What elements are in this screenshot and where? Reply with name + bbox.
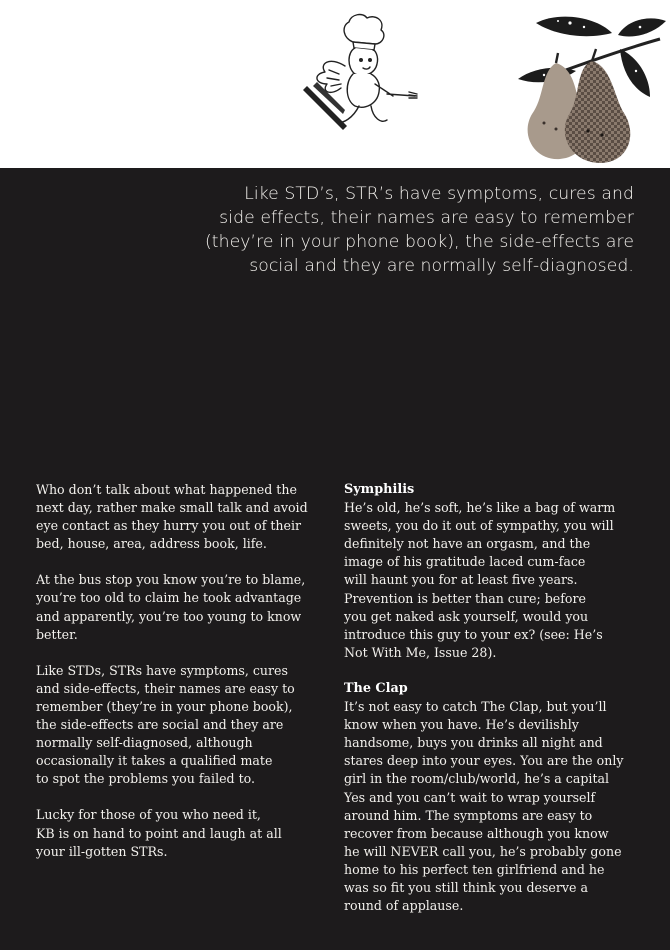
paragraph: Lucky for those of you who need it, KB is on hand to point and laugh at all your ill-gotten STRs. bbox=[36, 807, 282, 859]
section-body-clap: It’s not easy to catch The Clap, but you’ll know when you have. He’s devilishly handsome, buys you drinks all night and stares deep into your eyes. You are the only girl in the room/club/world, he’s a capital Yes and you can’t wait to wrap yourself around him. The symptoms are easy to recover from because although you know he will NEVER call you, he’s probably gone home to his perfect ten girlfriend and he was so fit you still think you deserve a round of applause. bbox=[344, 699, 624, 914]
paragraph: Like STDs, STRs have symptoms, cures and side-effects, their names are easy to remember (they’re in your phone book), the side-effects are social and they are normally self-diagnosed, although occasionally it takes a qualified mate to spot the problems you failed to. bbox=[36, 662, 295, 787]
section-body-symphilis: He’s old, he’s soft, he’s like a bag of warm sweets, you do it out of sympathy, you will definitely not have an orgasm, and the image of his gratitude laced cum-face will haunt you for at least five years. Prevention is better than cure; before you get naked ask yourself, would you introduce this guy to your ex? (see: He’s Not With Me, Issue 28). bbox=[344, 500, 616, 660]
cherub-chef-illustration bbox=[283, 8, 423, 138]
pears-with-leaves-illustration bbox=[500, 5, 670, 165]
right-column bbox=[344, 481, 644, 933]
paragraph: Who don’t talk about what happened the next day, rather make small talk and avoid eye contact as they hurry you out of their bed, house, area, address book, life. bbox=[36, 482, 308, 552]
section-heading-clap: The Clap bbox=[344, 680, 408, 696]
pull-quote bbox=[164, 182, 634, 278]
section-heading-symphilis: Symphilis bbox=[344, 482, 415, 497]
header-illustration-band bbox=[0, 0, 670, 168]
paragraph: At the bus stop you know you’re to blame, you’re too old to claim he took advantage and apparently, you’re too young to know better. bbox=[36, 572, 306, 642]
left-column bbox=[36, 481, 326, 879]
pull-quote-text: Like STD’s, STR’s have symptoms, cures and side effects, their names are easy to remember (they’re in your phone book), the side-effects are social and they are normally self-diagnosed. bbox=[204, 184, 634, 276]
